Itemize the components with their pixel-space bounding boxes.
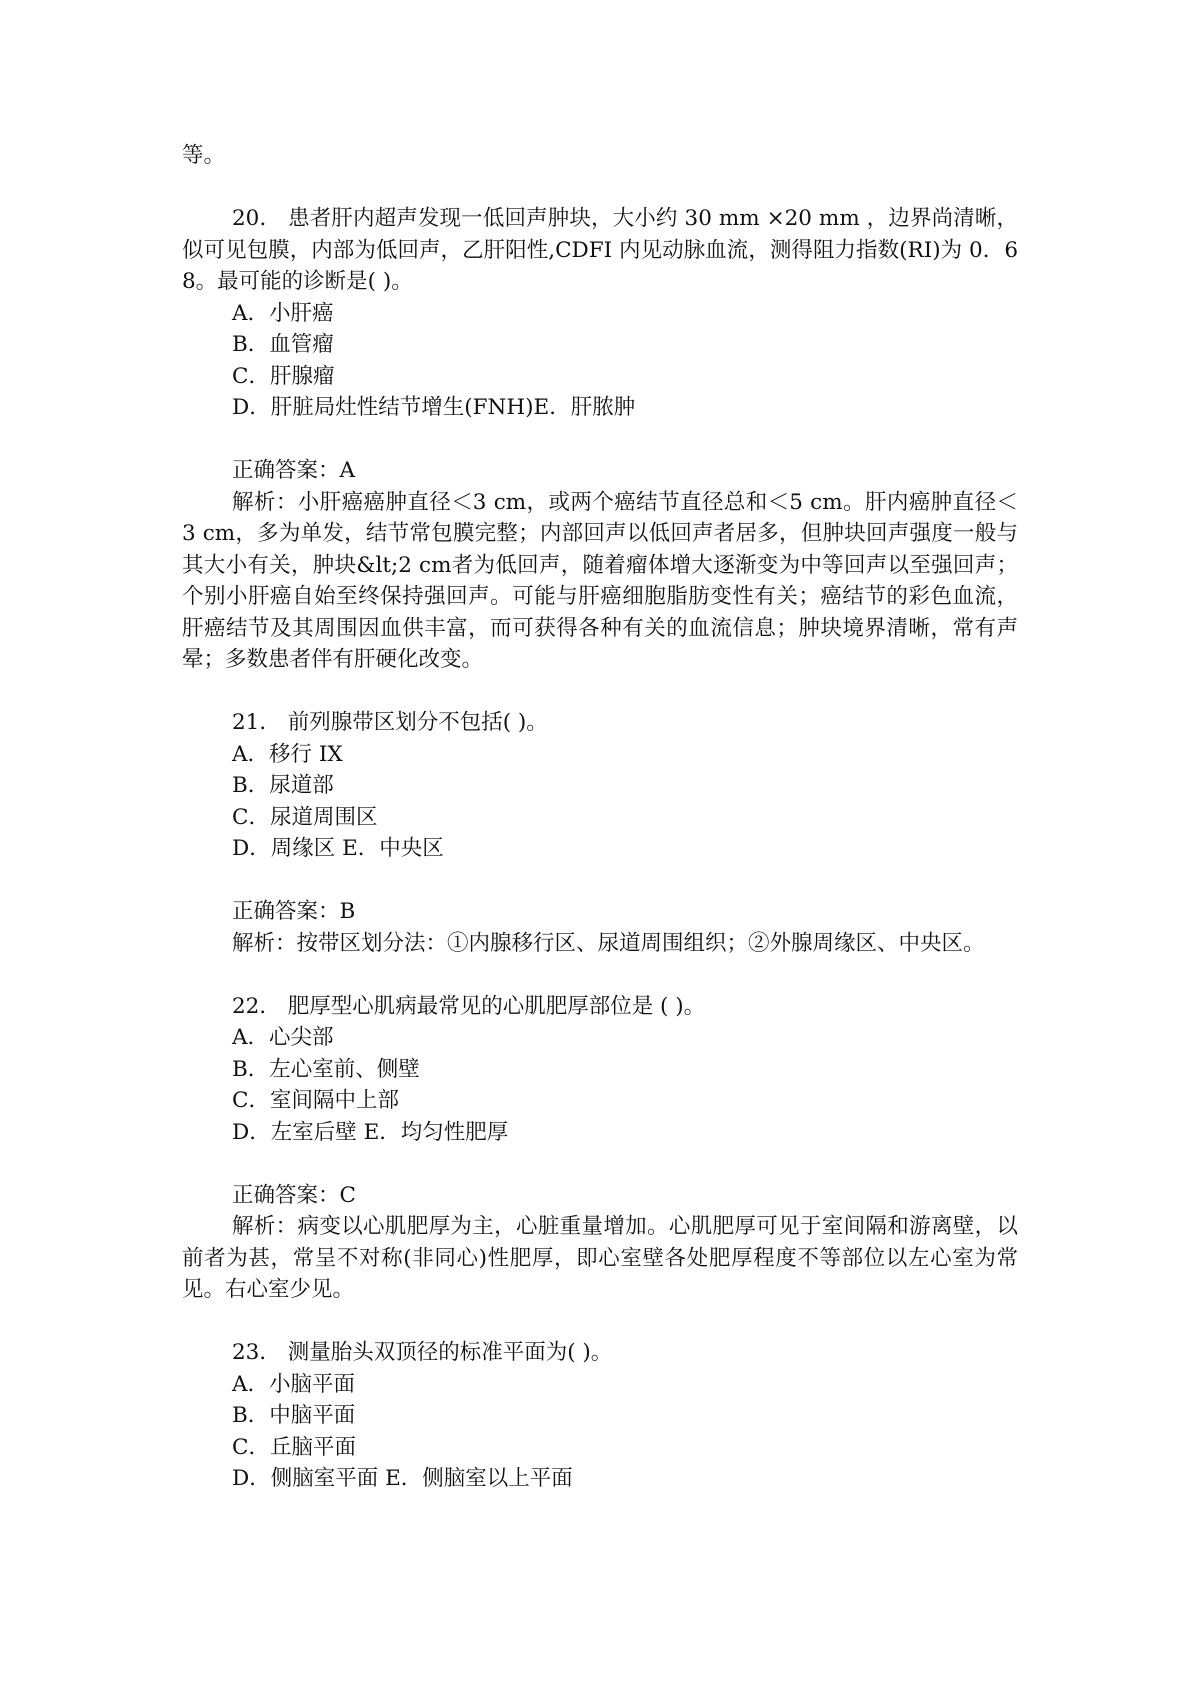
question-23-stem: 23． 测量胎头双顶径的标准平面为( )。 (232, 1340, 613, 1365)
question-23-option-b: B．中脑平面 (232, 1403, 356, 1428)
question-20-option-a: A．小肝癌 (232, 300, 334, 326)
question-23-option-de: D．侧脑室平面 E．侧脑室以上平面 (232, 1466, 573, 1491)
question-20-option-de: D．肝脏局灶性结节增生(FNH)E．肝脓肿 (232, 395, 636, 420)
question-23-option-c: C．丘脑平面 (232, 1434, 356, 1460)
question-22-option-de: D．左室后壁 E．均匀性肥厚 (232, 1119, 509, 1145)
question-21-analysis: 解析：按带区划分法：①内腺移行区、尿道周围组织；②外腺周缘区、中央区。 (232, 930, 985, 956)
question-22-analysis: 解析：病变以心肌肥厚为主，心脏重量增加。心肌肥厚可见于室间隔和游离壁，以前者为甚，常呈不对称(非同心)性肥厚，即心室壁各处肥厚程度不等部位以左心室为常见。右心室少见。 (182, 1214, 1018, 1302)
question-21-option-c: C．尿道周围区 (232, 804, 378, 830)
question-22-option-c: C．室间隔中上部 (232, 1088, 399, 1113)
question-21-stem: 21． 前列腺带区划分不包括( )。 (232, 710, 548, 735)
question-20-option-c: C．肝腺瘤 (232, 363, 335, 389)
question-22-option-b: B．左心室前、侧壁 (232, 1056, 420, 1082)
question-22-answer: 正确答案：C (232, 1182, 356, 1208)
question-23-option-a: A．小脑平面 (232, 1371, 356, 1397)
question-21-option-de: D．周缘区 E．中央区 (232, 836, 444, 861)
question-21-answer: 正确答案：B (232, 899, 356, 924)
question-20-analysis: 解析：小肝癌癌肿直径＜3 cm，或两个癌结节直径总和＜5 cm。肝内癌肿直径＜3 cm，多为单发，结节常包膜完整；内部回声以低回声者居多，但肿块回声强度一般与其大小有关，肿块&lt;2 cm者为低回声，随着瘤体增大逐渐变为中等回声以至强回声；个别小肝癌自始至终保持强回声。可能与肝癌细胞脂肪变性有关；癌结节的彩色血流，肝癌结节及其周围因血供丰富，而可获得各种有关的血流信息；肿块境界清晰，常有声晕；多数患者伴有肝硬化改变。 (182, 489, 1018, 672)
question-20-answer: 正确答案：A (232, 458, 356, 483)
question-21-option-b: B．尿道部 (232, 773, 334, 798)
question-21-option-a: A．移行 IX (232, 741, 343, 767)
document-page (182, 140, 1018, 1495)
question-22-stem: 22． 肥厚型心肌病最常见的心肌肥厚部位是 ( )。 (232, 993, 706, 1019)
lead-text: 等。 (182, 143, 226, 168)
question-22-option-a: A．心尖部 (232, 1025, 334, 1050)
question-20-option-b: B．血管瘤 (232, 332, 334, 357)
question-20-stem: 20． 患者肝内超声发现一低回声肿块，大小约 30 mm ×20 mm ，边界尚清晰，似可见包膜，内部为低回声，乙肝阳性,CDFI 内见动脉血流，测得阻力指数(RI)为 0．68。最可能的诊断是( )。 (182, 206, 1018, 294)
